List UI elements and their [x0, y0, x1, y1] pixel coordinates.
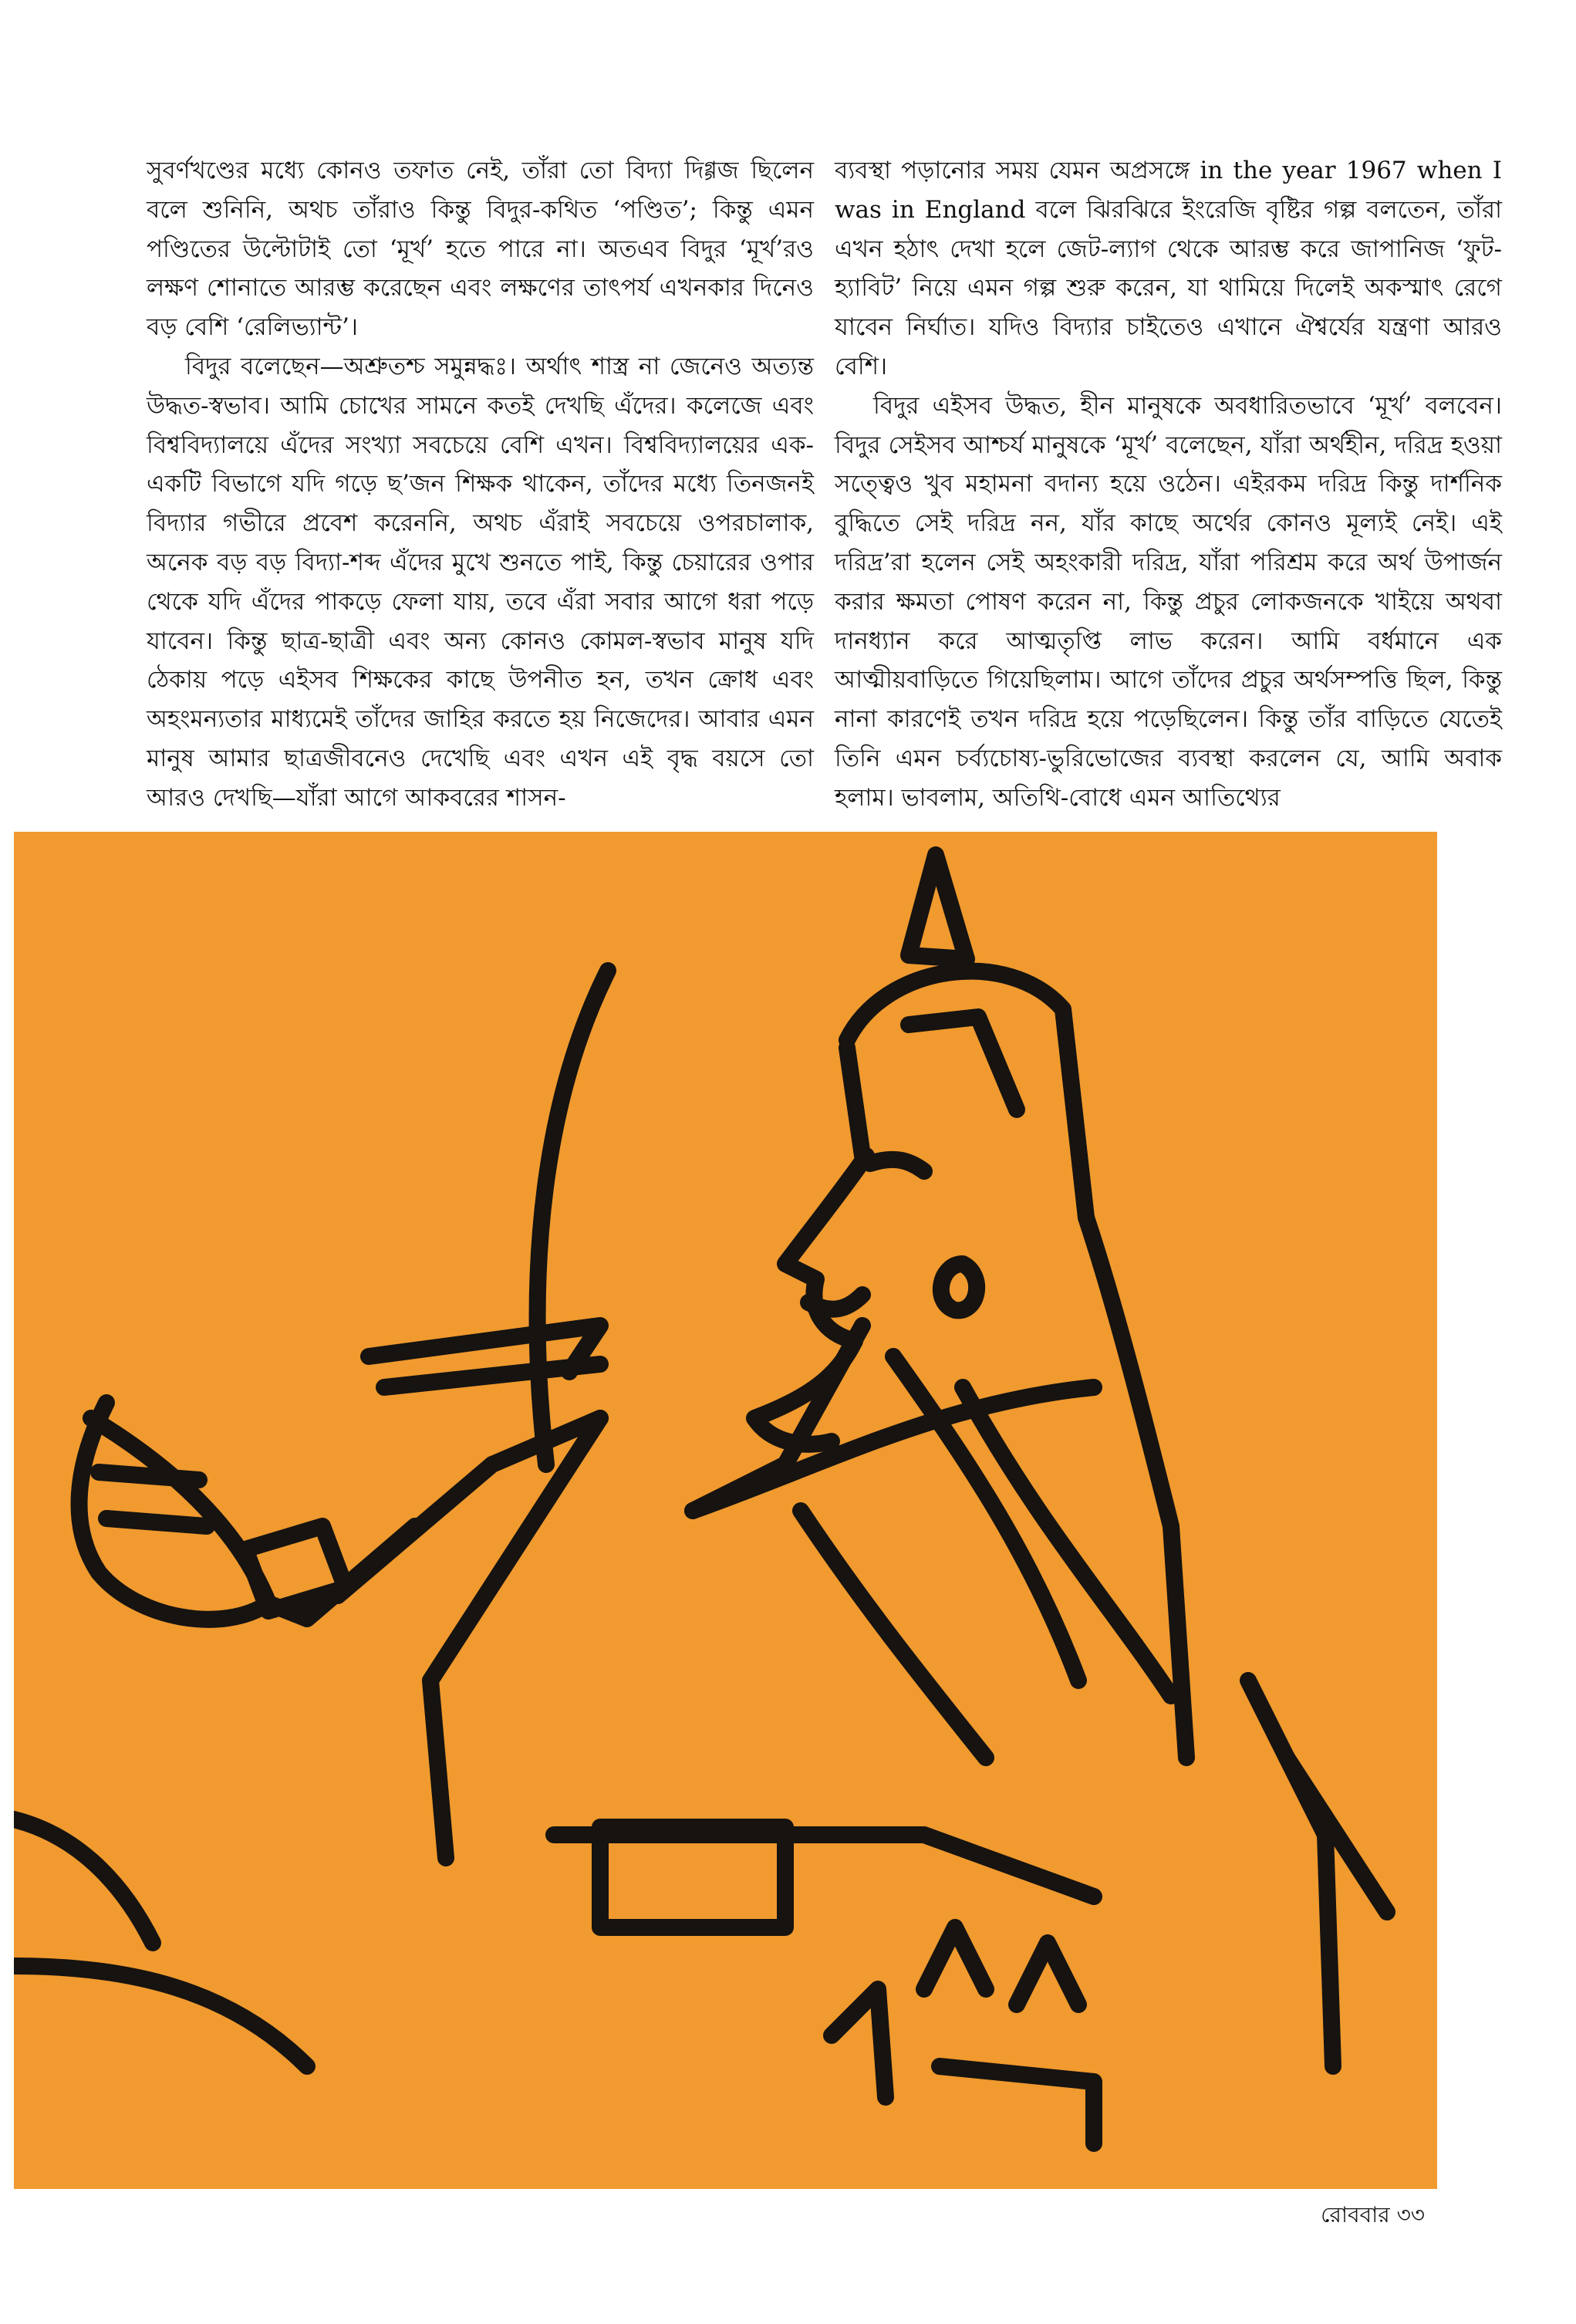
- helmet: [847, 971, 1086, 1218]
- article-column-left: [147, 151, 814, 818]
- bracelet: [245, 1526, 346, 1611]
- paragraph: বিদুর এইসব উদ্ধত, হীন মানুষকে অবধারিতভাবে ‘মূর্খ’ বলবেন। বিদুর সেইসব আশ্চর্য মানুষকে ‘মূর্খ’ বলেছেন, যাঁরা অর্থহীন, দরিদ্র হওয়া সত্ত্বেও খুব মহামনা বদান্য হয়ে ওঠেন। এইরকম দরিদ্র কিন্তু দার্শনিক বুদ্ধিতে সেই দরিদ্র নন, যাঁর কাছে অর্থের কোনও মূল্যই নেই। এই দরিদ্র’রা হলেন সেই অহংকারী দরিদ্র, যাঁরা পরিশ্রম করে অর্থ উপার্জন করার ক্ষমতা পোষণ করেন না, কিন্তু প্রচুর লোকজনকে খাইয়ে অথবা দানধ্যান করে আত্মতৃপ্তি লাভ করেন। আমি বর্ধমানে এক আত্মীয়বাড়িতে গিয়েছিলাম। আগে তাঁদের প্রচুর অর্থসম্পত্তি ছিল, কিন্তু নানা কারণেই তখন দরিদ্র হয়ে পড়েছিলেন। কিন্তু তাঁর বাড়িতে যেতেই তিনি এমন চর্ব্যচোষ্য-ভুরিভোজের ব্যবস্থা করলেন যে, আমি অবাক হলাম। ভাবলাম, অতিথি-বোধে এমন আতিথ্যের: [835, 391, 1502, 812]
- helmet-spike: [909, 855, 967, 959]
- eye: [870, 1160, 924, 1171]
- paragraph: ব্যবস্থা পড়ানোর সময় যেমন অপ্রসঙ্গে in the year 1967 when I was in England বলে ঝিরঝিরে ইংরেজি বৃষ্টির গল্প বলতেন, তাঁরা এখন হঠাৎ দেখা হলে জেট-ল্যাগ থেকে আরম্ভ করে জাপানিজ ‘ফুট-হ্যাবিট’ নিয়ে এমন গল্প শুরু করেন, যা থামিয়ে দিলেই অকস্মাৎ রেগে যাবেন নির্ঘাত। যদিও বিদ্যার চাইতেও এখানে ঐশ্বর্যের যন্ত্রণা আরও বেশি।: [835, 157, 1502, 380]
- earring: [941, 1264, 977, 1310]
- finger: [99, 1472, 199, 1480]
- ornament: [1017, 1943, 1078, 2005]
- ink-drawing: [14, 832, 1437, 2189]
- page-folio: রোববার ৩৩: [1321, 2202, 1425, 2228]
- robe-hem: [554, 1835, 1094, 1897]
- forearm: [338, 1418, 600, 1596]
- helmet-band: [847, 1048, 862, 1156]
- ornament: [940, 2066, 1094, 2143]
- lower-figure: [14, 1819, 153, 1943]
- sword-grip: [384, 1364, 600, 1387]
- back-line: [1086, 1218, 1186, 1758]
- sword-blade: [538, 971, 608, 1464]
- lower-figure: [14, 1966, 307, 2066]
- paragraph: সুবর্ণখণ্ডের মধ্যে কোনও তফাত নেই, তাঁরা তো বিদ্যা দিগ্গজ ছিলেন বলে শুনিনি, অথচ তাঁরাও কিন্তু বিদুর-কথিত ‘পণ্ডিত’; কিন্তু এমন পণ্ডিতের উল্টোটাই তো ‘মূর্খ’ হতে পারে না। অতএব বিদুর ‘মূর্খ’রও লক্ষণ শোনাতে আরম্ভ করেছেন এবং লক্ষণের তাৎপর্য এখনকার দিনেও বড় বেশি ‘রেলিভ্যান্ট’।: [147, 157, 814, 342]
- ornament: [832, 1989, 886, 2097]
- finger: [106, 1518, 207, 1526]
- right-strokes: [1248, 1681, 1333, 2066]
- visor: [909, 1017, 1017, 1110]
- robe-left: [430, 1418, 600, 1858]
- robe-fold: [801, 1511, 986, 1758]
- ornament: [924, 1927, 986, 1989]
- right-strokes: [1287, 1758, 1387, 1912]
- paragraph: বিদুর বলেছেন—অশ্রুতশ্চ সমুন্নদ্ধঃ। অর্থাৎ শাস্ত্র না জেনেও অত্যন্ত উদ্ধত-স্বভাব। আমি চোখের সামনে কতই দেখছি এঁদের। কলেজে এবং বিশ্ববিদ্যালয়ে এঁদের সংখ্যা সবচেয়ে বেশি এখন। বিশ্ববিদ্যালয়ের এক-একটি বিভাগে যদি গড়ে ছ’জন শিক্ষক থাকেন, তাঁদের মধ্যে তিনজনই বিদ্যার গভীরে প্রবেশ করেননি, অথচ এঁরাই সবচেয়ে ওপরচালাক, অনেক বড় বড় বিদ্যা-শব্দ এঁদের মুখে শুনতে পাই, কিন্তু চেয়ারের ওপার থেকে যদি এঁদের পাকড়ে ফেলা যায়, তবে এঁরা সবার আগে ধরা পড়ে যাবেন। কিন্তু ছাত্র-ছাত্রী এবং অন্য কোনও কোমল-স্বভাব মানুষ যদি ঠেকায় পড়ে এইসব শিক্ষকের কাছে উপনীত হন, তখন ক্রোধ এবং অহংমন্যতার মাধ্যমেই তাঁদের জাহির করতে হয় নিজেদের। আবার এমন মানুষ আমার ছাত্রজীবনেও দেখেছি এবং এখন এই বৃদ্ধ বয়সে তো আরও দেখছি—যাঁরা আগে আকবরের শাসন-: [147, 352, 814, 812]
- illustration-warrior-with-sword: [14, 832, 1437, 2189]
- article-column-right: [835, 151, 1502, 818]
- mouth: [808, 1295, 862, 1309]
